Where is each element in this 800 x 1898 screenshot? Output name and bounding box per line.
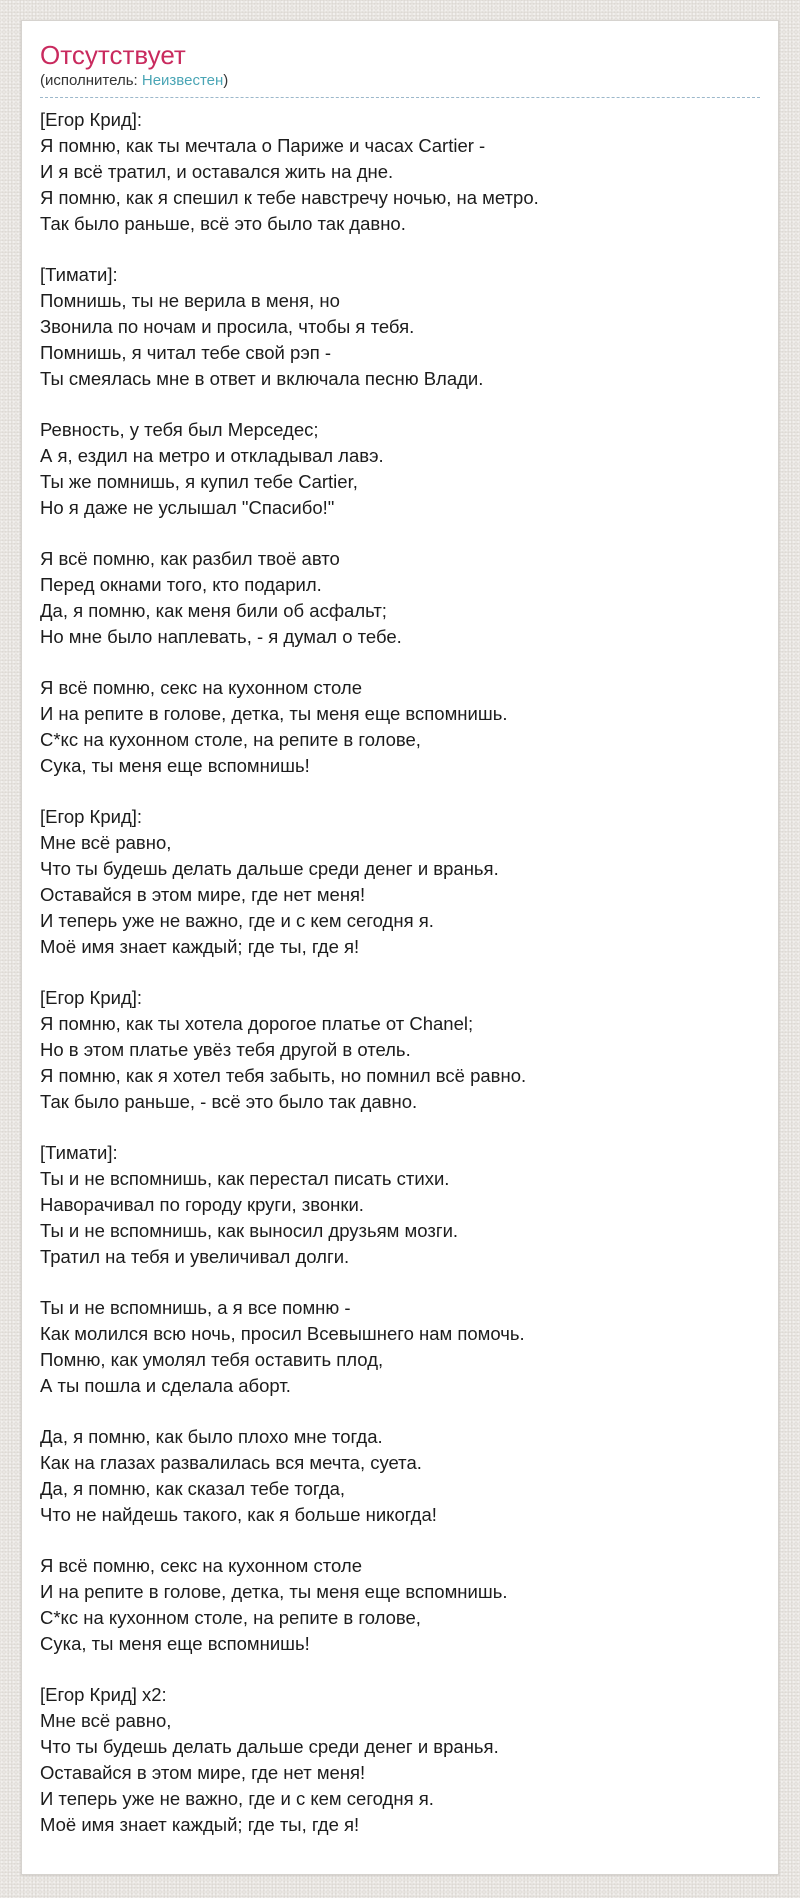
song-header xyxy=(40,41,760,98)
lyrics-block: Я всё помню, секс на кухонном столе И на репите в голове, детка, ты меня еще вспомнишь. С*кс на кухонном столе, на репите в голове, Сука, ты меня еще вспомнишь! xyxy=(40,677,508,776)
lyrics-block: Ревность, у тебя был Мерседес; А я, ездил на метро и откладывал лавэ. Ты же помнишь, я купил тебе Cartier, Но я даже не услышал "Спасибо!" xyxy=(40,419,384,518)
lyrics-block: Да, я помню, как было плохо мне тогда. Как на глазах развалилась вся мечта, суета. Да, я помню, как сказал тебе тогда, Что не найдешь такого, как я больше никогда! xyxy=(40,1426,437,1525)
lyrics-block: [Егор Крид]: Я помню, как ты хотела дорогое платье от Chanel; Но в этом платье увёз тебя другой в отель. Я помню, как я хотел тебя забыть, но помнил всё равно. Так было раньше, - всё это было так давно. xyxy=(40,987,527,1112)
lyrics-block: [Тимати]: Помнишь, ты не верила в меня, но Звонила по ночам и просила, чтобы я тебя. Помнишь, я читал тебе свой рэп - Ты смеялась мне в ответ и включала песню Влади. xyxy=(40,264,484,389)
lyrics-block: [Егор Крид]: Мне всё равно, Что ты будешь делать дальше среди денег и вранья. Оставайся в этом мире, где нет меня! И теперь уже не важно, где и с кем сегодня я. Моё имя знает каждый; где ты, где я! xyxy=(40,806,499,957)
lyrics-block: [Егор Крид] x2: Мне всё равно, Что ты будешь делать дальше среди денег и вранья. Оставайся в этом мире, где нет меня! И теперь уже не важно, где и с кем сегодня я. Моё имя знает каждый; где ты, где я! xyxy=(40,1684,499,1835)
artist-link[interactable]: Неизвестен xyxy=(141,72,224,89)
lyrics-block: [Егор Крид]: Я помню, как ты мечтала о Париже и часах Cartier - И я всё тратил, и оставался жить на дне. Я помню, как я спешил к тебе навстречу ночью, на метро. Так было раньше, всё это было так давно. xyxy=(40,109,539,234)
artist-line xyxy=(40,71,760,91)
lyrics-block: Я всё помню, как разбил твоё авто Перед окнами того, кто подарил. Да, я помню, как меня били об асфальт; Но мне было наплевать, - я думал о тебе. xyxy=(40,548,402,647)
artist-label-prefix: (исполнитель: xyxy=(40,72,142,89)
lyrics-block: [Тимати]: Ты и не вспомнишь, как перестал писать стихи. Наворачивал по городу круги, звонки. Ты и не вспомнишь, как выносил друзьям мозги. Тратил на тебя и увеличивал долги. xyxy=(40,1142,459,1267)
lyrics-card xyxy=(21,20,779,1875)
lyrics-block: Я всё помню, секс на кухонном столе И на репите в голове, детка, ты меня еще вспомнишь. С*кс на кухонном столе, на репите в голове, Сука, ты меня еще вспомнишь! xyxy=(40,1555,508,1654)
lyrics-block: Ты и не вспомнишь, а я все помню - Как молился всю ночь, просил Всевышнего нам помочь. Помню, как умолял тебя оставить плод, А ты пошла и сделала аборт. xyxy=(40,1297,525,1396)
lyrics-text xyxy=(40,107,760,1838)
page-title: Отсутствует xyxy=(40,40,186,70)
artist-label-suffix: ) xyxy=(223,72,229,89)
